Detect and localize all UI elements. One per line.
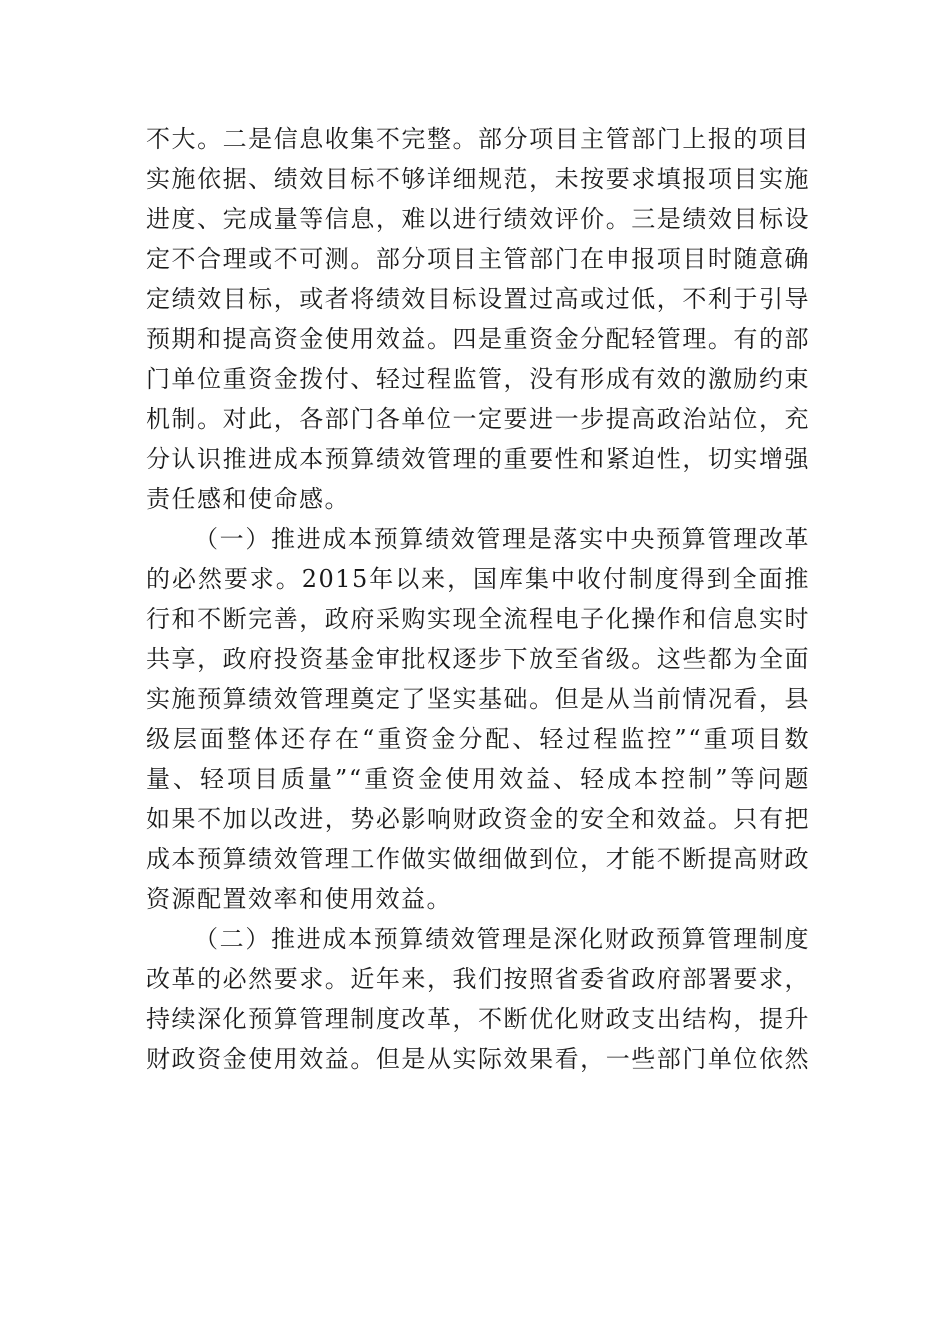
text-line: 实施预算绩效管理奠定了坚实基础。但是从当前情况看，县 [146, 685, 810, 713]
text-line: 共享，政府投资基金审批权逐步下放至省级。这些都为全面 [146, 645, 810, 673]
text-line: 实施依据、绩效目标不够详细规范，未按要求填报项目实施 [146, 165, 810, 193]
text-line: （一）推进成本预算绩效管理是落实中央预算管理改革 [194, 525, 810, 553]
text-line: 资源配置效率和使用效益。 [146, 885, 452, 913]
text-line: 分认识推进成本预算绩效管理的重要性和紧迫性，切实增强 [146, 445, 810, 473]
text-line: 如果不加以改进，势必影响财政资金的安全和效益。只有把 [146, 805, 810, 833]
text-line: 量、轻项目质量”“重资金使用效益、轻成本控制”等问题 [146, 765, 810, 793]
text-line: 成本预算绩效管理工作做实做细做到位，才能不断提高财政 [146, 845, 810, 873]
paragraph-1 [146, 119, 810, 519]
text-line: 定绩效目标，或者将绩效目标设置过高或过低，不利于引导 [146, 285, 810, 313]
text-line: 行和不断完善，政府采购实现全流程电子化操作和信息实时 [146, 605, 810, 633]
text-line: 不大。二是信息收集不完整。部分项目主管部门上报的项目 [146, 125, 810, 153]
paragraph-2 [146, 519, 810, 919]
text-line: 持续深化预算管理制度改革，不断优化财政支出结构，提升 [146, 1005, 810, 1033]
text-line: 定不合理或不可测。部分项目主管部门在申报项目时随意确 [146, 245, 810, 273]
text-line: 预期和提高资金使用效益。四是重资金分配轻管理。有的部 [146, 325, 810, 353]
text-line: 财政资金使用效益。但是从实际效果看，一些部门单位依然 [146, 1045, 810, 1073]
text-line: 改革的必然要求。近年来，我们按照省委省政府部署要求， [146, 965, 810, 993]
text-line: 门单位重资金拨付、轻过程监管，没有形成有效的激励约束 [146, 365, 810, 393]
text-line: 进度、完成量等信息，难以进行绩效评价。三是绩效目标设 [146, 205, 810, 233]
text-line: （二）推进成本预算绩效管理是深化财政预算管理制度 [194, 925, 810, 953]
text-line: 的必然要求。2015年以来，国库集中收付制度得到全面推 [146, 565, 810, 593]
text-line: 机制。对此，各部门各单位一定要进一步提高政治站位，充 [146, 405, 810, 433]
text-line: 责任感和使命感。 [146, 485, 350, 513]
document-body [146, 119, 810, 1079]
text-line: 级层面整体还存在“重资金分配、轻过程监控”“重项目数 [146, 725, 810, 753]
paragraph-3 [146, 919, 810, 1079]
